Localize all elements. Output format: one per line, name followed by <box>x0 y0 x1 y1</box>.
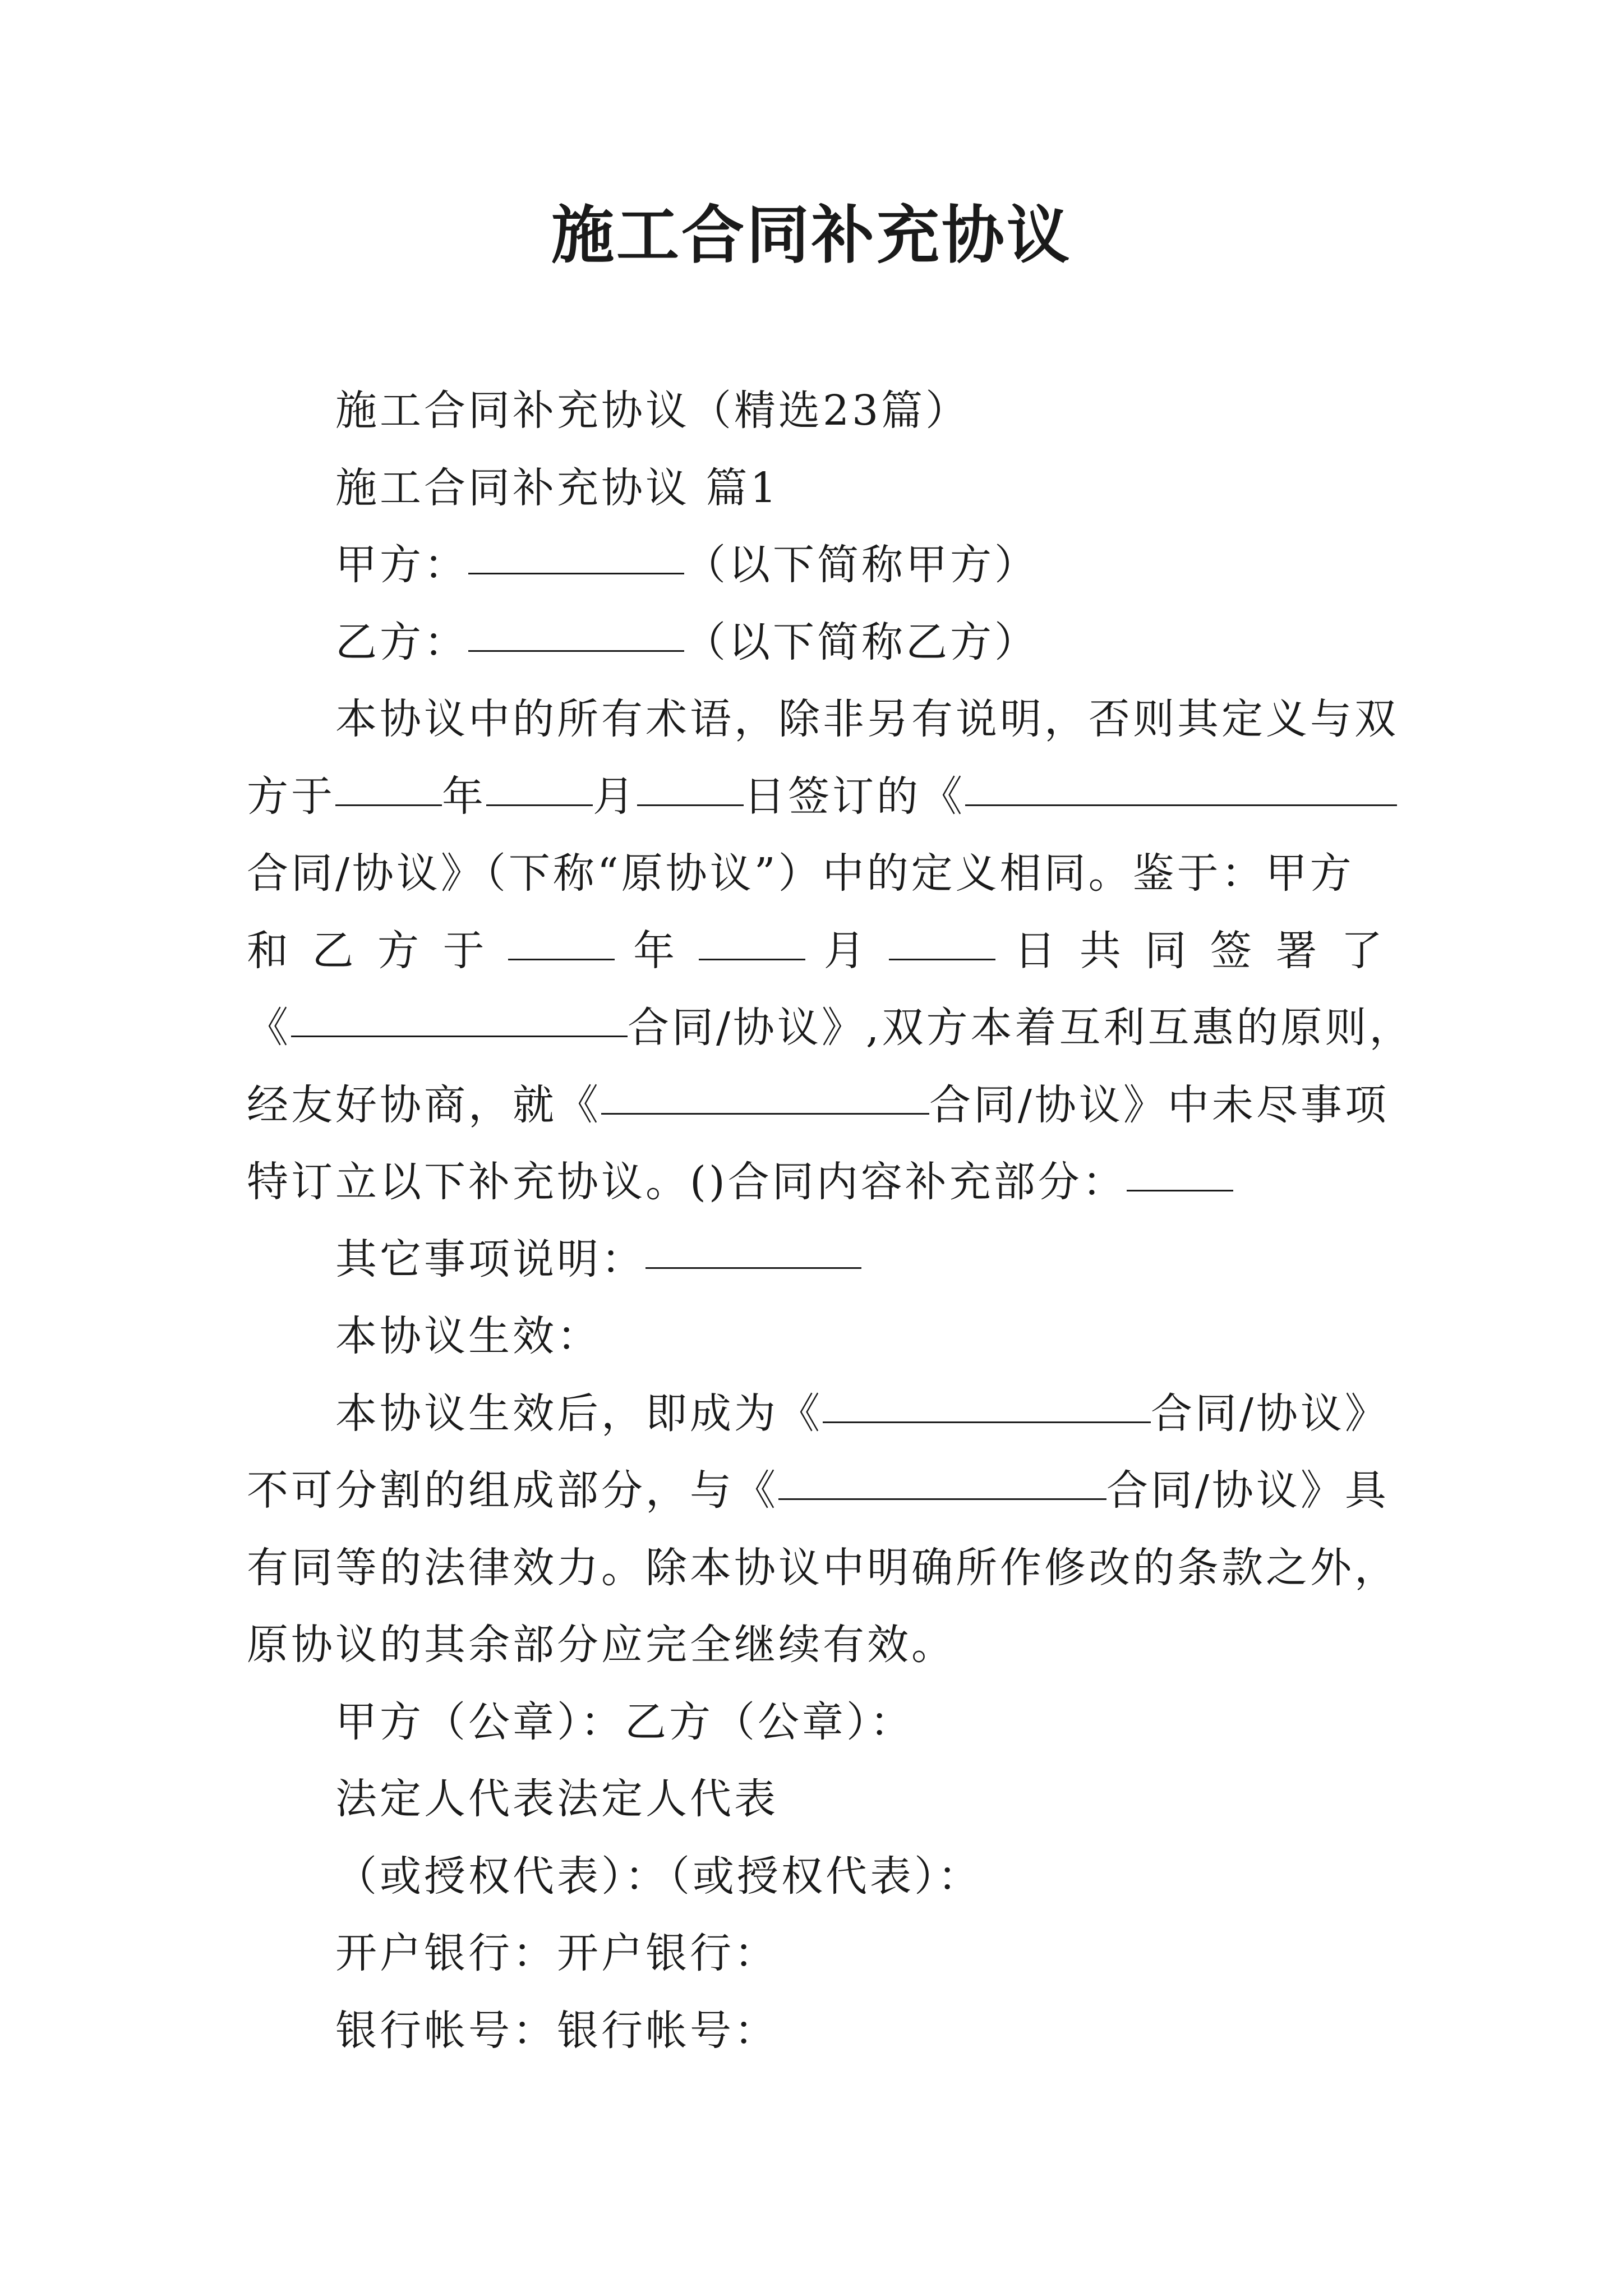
party-b-blank <box>468 650 684 652</box>
para1-text: 经友好协商，就《 <box>247 1080 601 1129</box>
party-a-suffix: （以下简称甲方） <box>684 541 1039 589</box>
para1-line-3: 合同/协议》（下称“原协议”）中的定义相同。鉴于：甲方 <box>247 849 1354 898</box>
contract-name-blank <box>823 1421 1151 1423</box>
para2-line-4: 原协议的其余部分应完全继续有效。 <box>247 1621 956 1669</box>
para2-text: 不可分割的组成部分，与《 <box>247 1466 778 1515</box>
para1-text: 日签订的《 <box>744 772 965 821</box>
party-a-line <box>247 527 1385 604</box>
effective-heading: 本协议生效： <box>335 1312 601 1360</box>
para2-line-3: 有同等的法律效力。除本协议中明确所作修改的条款之外， <box>247 1543 1399 1592</box>
year-blank <box>508 958 615 960</box>
party-a-blank <box>468 572 684 574</box>
para2-line-1 <box>247 1375 1389 1453</box>
definitions-paragraph <box>247 681 1414 1221</box>
contract-name-blank <box>778 1498 1106 1500</box>
para1-line-7 <box>247 1144 1385 1221</box>
supplement-blank <box>1127 1189 1233 1191</box>
para1-line-5 <box>247 990 1414 1067</box>
para1-text: 合同/协议》,双方本着互利互惠的原则， <box>628 1004 1414 1052</box>
para2-text: 合同/协议》具 <box>1106 1466 1389 1515</box>
para1-text: 日 共 同 签 署 了 <box>1014 926 1385 975</box>
seal-line: 甲方（公章）：乙方（公章）： <box>335 1697 914 1746</box>
other-matters-label: 其它事项说明： <box>335 1235 645 1283</box>
para1-text: 和 乙 方 于 <box>247 926 490 975</box>
party-b-line <box>247 604 1385 682</box>
party-a-label: 甲方： <box>335 541 468 589</box>
day-blank <box>637 804 744 806</box>
contract-name-blank <box>291 1035 628 1037</box>
day-blank <box>889 958 995 960</box>
para1-text: 特订立以下补充协议。()合同内容补充部分： <box>247 1158 1127 1206</box>
para1-text: 年 <box>442 772 486 821</box>
effect-paragraph <box>247 1375 1399 1684</box>
party-b-suffix: （以下简称乙方） <box>684 618 1039 666</box>
section-heading: 施工合同补充协议 篇1 <box>335 463 780 512</box>
para1-line-4 <box>247 913 1385 990</box>
para2-text: 合同/协议》 <box>1151 1389 1389 1438</box>
para2-line-2 <box>247 1452 1389 1530</box>
year-blank <box>335 804 442 806</box>
para1-text: 《 <box>247 1004 291 1052</box>
legal-rep-line: 法定人代表法定人代表 <box>335 1775 778 1823</box>
para1-line-6 <box>247 1067 1389 1144</box>
para1-text: 月 <box>823 926 871 975</box>
para1-text: 年 <box>633 926 680 975</box>
para1-text: 合同/协议》中未尽事项 <box>929 1080 1389 1129</box>
para1-line-1: 本协议中的所有术语，除非另有说明，否则其定义与双 <box>335 695 1399 743</box>
para1-text: 月 <box>593 772 637 821</box>
document-body <box>247 372 1414 2069</box>
para1-text: 方于 <box>247 772 335 821</box>
document-title: 施工合同补充协议 <box>551 199 1072 272</box>
authorized-line: （或授权代表）：（或授权代表）： <box>335 1852 982 1901</box>
contract-name-blank <box>965 804 1397 806</box>
account-line: 银行帐号：银行帐号： <box>335 2006 778 2055</box>
contract-name-blank <box>601 1112 929 1115</box>
para2-text: 本协议生效后，即成为《 <box>335 1389 823 1438</box>
month-blank <box>486 804 593 806</box>
party-b-label: 乙方： <box>335 618 468 666</box>
other-matters-blank <box>645 1267 861 1269</box>
document-subtitle: 施工合同补充协议（精选23篇） <box>335 386 970 435</box>
para1-line-2 <box>247 758 1385 836</box>
other-matters-line <box>247 1221 1385 1299</box>
bank-line: 开户银行：开户银行： <box>335 1929 778 1977</box>
month-blank <box>699 958 805 960</box>
